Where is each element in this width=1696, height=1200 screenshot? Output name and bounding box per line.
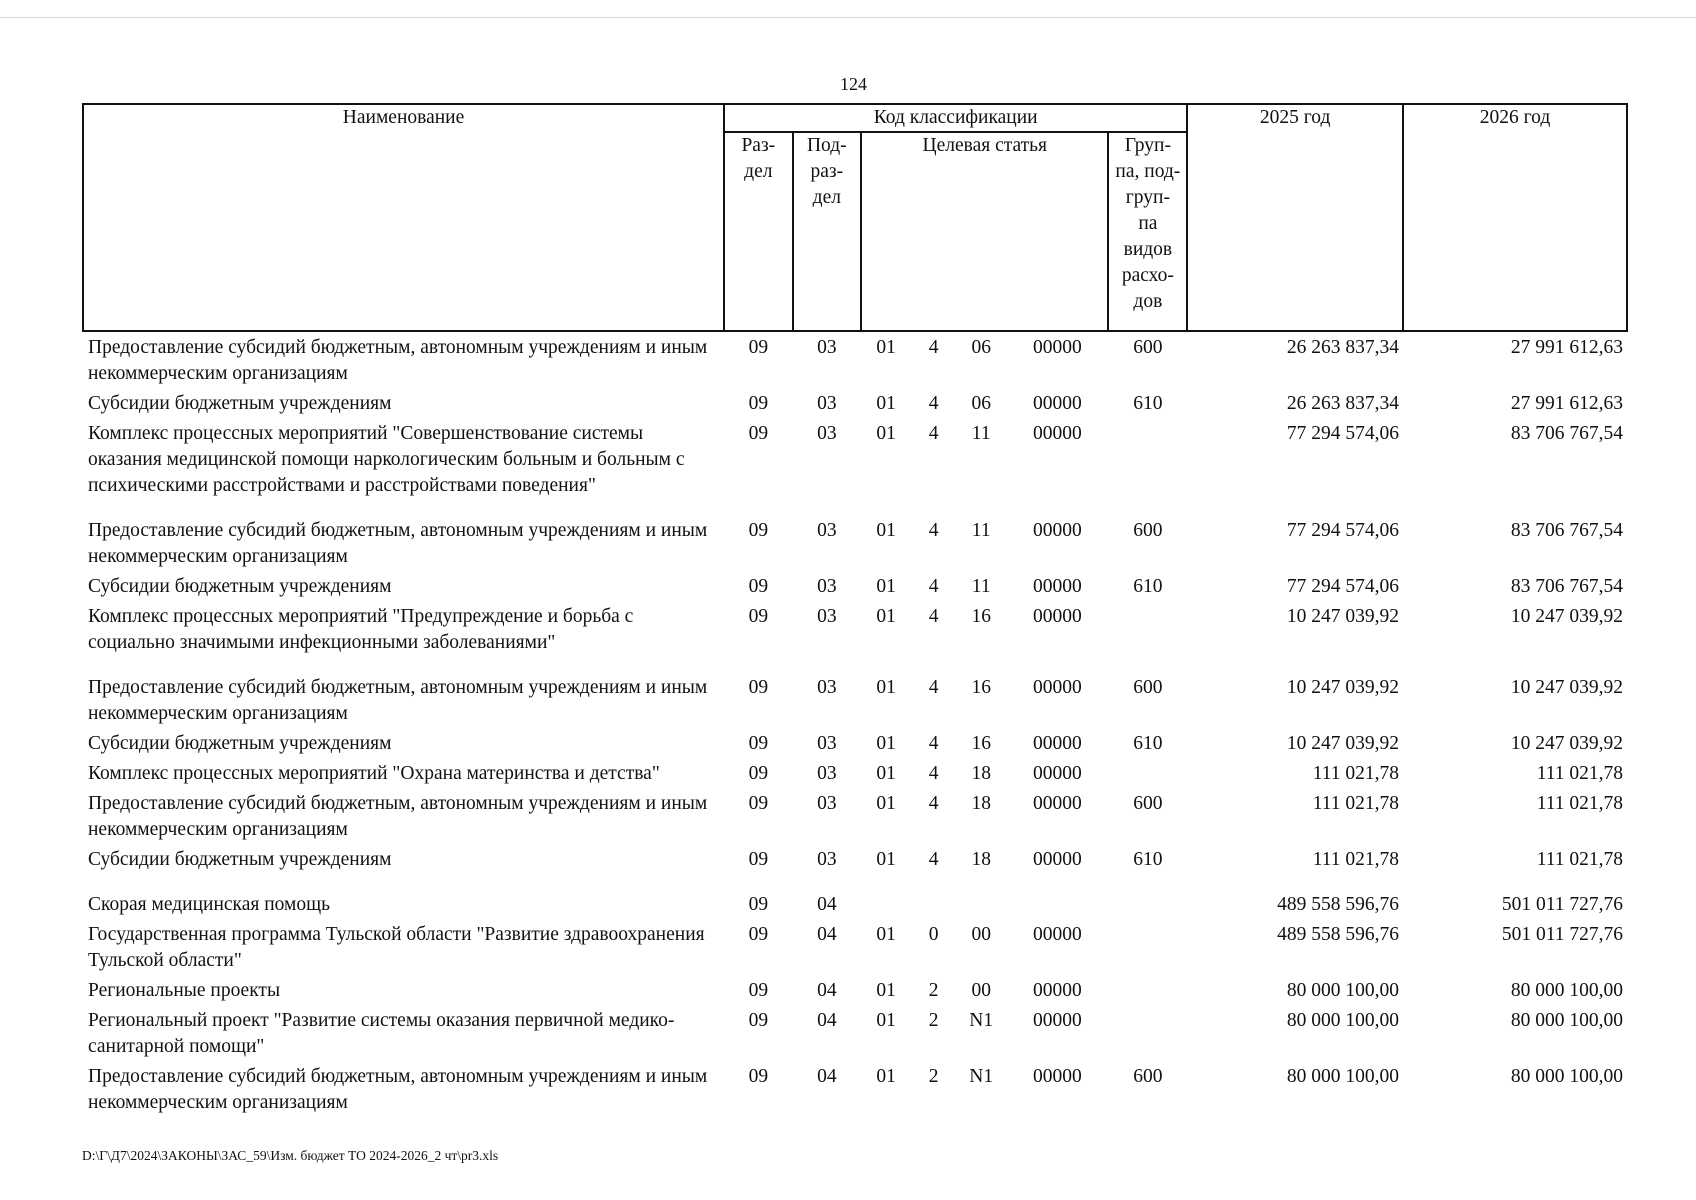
cell-podrazdel: 03 [817, 677, 837, 698]
cell-razdel: 09 [748, 1066, 769, 1087]
cell-target-type: 2 [928, 1010, 939, 1031]
cell-amount-2026: 111 021,78 [1536, 793, 1623, 814]
cell-target-type: 4 [928, 733, 939, 754]
cell-expense-group [1108, 1006, 1187, 1062]
cell-amount-2025: 489 558 596,76 [1277, 894, 1400, 915]
table-row [83, 729, 1627, 759]
cell-target-program: 01 [876, 1066, 896, 1087]
table-row [83, 389, 1627, 419]
cell-target-type: 4 [928, 576, 939, 597]
cell-target-structure: 16 [971, 733, 991, 754]
file-path-footer: D:\Г\Д7\2024\ЗАКОНЫ\ЗАС_59\Изм. бюджет ТО 2024-2026_2 чт\pr3.xls [82, 1148, 499, 1163]
cell-target-type: 4 [928, 337, 939, 358]
cell-expense-group: 610 [1133, 733, 1163, 754]
cell-name: Субсидии бюджетным учреждениям [88, 849, 392, 870]
cell-target-structure: 11 [971, 576, 991, 597]
header-expense-group: Груп- па, под- груп- па видов расхо- дов [1108, 132, 1187, 331]
cell-amount-2026: 111 021,78 [1536, 849, 1623, 870]
cell-target-type [911, 890, 956, 920]
cell-amount-2026: 27 991 612,63 [1510, 393, 1623, 414]
cell-name: Предоставление субсидий бюджетным, автономным учреждениям и иным некоммерческим организациям [88, 337, 708, 384]
cell-razdel: 09 [748, 733, 769, 754]
cell-target-direction: 00000 [1032, 520, 1082, 541]
cell-name: Предоставление субсидий бюджетным, автономным учреждениям и иным некоммерческим организациям [88, 520, 708, 567]
cell-razdel: 09 [748, 423, 769, 444]
cell-target-structure: 06 [971, 337, 991, 358]
cell-amount-2025: 111 021,78 [1312, 763, 1400, 784]
cell-amount-2026: 83 706 767,54 [1510, 520, 1623, 541]
cell-target-program: 01 [876, 337, 896, 358]
cell-amount-2025: 80 000 100,00 [1286, 1010, 1400, 1031]
cell-expense-group: 600 [1133, 793, 1163, 814]
cell-expense-group: 610 [1133, 849, 1163, 870]
cell-razdel: 09 [748, 924, 769, 945]
cell-target-direction: 00000 [1032, 924, 1082, 945]
cell-amount-2025: 26 263 837,34 [1286, 337, 1400, 358]
cell-podrazdel: 03 [817, 793, 837, 814]
cell-amount-2025: 77 294 574,06 [1286, 423, 1400, 444]
cell-amount-2026: 10 247 039,92 [1510, 606, 1623, 627]
cell-target-program: 01 [876, 1010, 896, 1031]
table-row [83, 516, 1627, 572]
cell-expense-group: 600 [1133, 1066, 1163, 1087]
cell-target-program: 01 [876, 677, 896, 698]
cell-name: Комплекс процессных мероприятий "Предупреждение и борьба с социально значимыми инфекционными заболеваниями" [88, 606, 634, 653]
cell-target-type: 4 [928, 520, 939, 541]
cell-name: Предоставление субсидий бюджетным, автономным учреждениям и иным некоммерческим организациям [88, 677, 708, 724]
table-row [83, 890, 1627, 920]
cell-amount-2026: 10 247 039,92 [1510, 733, 1623, 754]
cell-target-direction: 00000 [1032, 793, 1082, 814]
cell-razdel: 09 [748, 393, 769, 414]
cell-name: Скорая медицинская помощь [88, 894, 331, 915]
cell-name: Субсидии бюджетным учреждениям [88, 733, 392, 754]
cell-name: Комплекс процессных мероприятий "Охрана материнства и детства" [88, 763, 660, 784]
cell-target-program: 01 [876, 393, 896, 414]
cell-target-program: 01 [876, 733, 896, 754]
cell-target-structure: 00 [971, 924, 991, 945]
cell-target-program: 01 [876, 980, 896, 1001]
cell-podrazdel: 04 [817, 1066, 837, 1087]
cell-expense-group [1108, 890, 1187, 920]
cell-expense-group: 610 [1133, 393, 1163, 414]
cell-podrazdel: 04 [817, 1010, 837, 1031]
cell-target-direction [1006, 890, 1108, 920]
cell-target-program [861, 890, 911, 920]
cell-target-direction: 00000 [1032, 1010, 1082, 1031]
cell-target-direction: 00000 [1032, 763, 1082, 784]
cell-target-program: 01 [876, 520, 896, 541]
cell-amount-2025: 80 000 100,00 [1286, 1066, 1400, 1087]
cell-amount-2026: 83 706 767,54 [1510, 576, 1623, 597]
cell-podrazdel: 03 [817, 520, 837, 541]
cell-target-type: 2 [928, 1066, 939, 1087]
cell-target-direction: 00000 [1032, 980, 1082, 1001]
cell-razdel: 09 [748, 677, 769, 698]
cell-razdel: 09 [748, 606, 769, 627]
cell-target-structure: 18 [971, 849, 991, 870]
table-row [83, 1006, 1627, 1062]
cell-name: Комплекс процессных мероприятий "Совершенствование системы оказания медицинской помощи наркологическим больным и больным с психическими расстройствами и расстройствами поведения" [88, 423, 685, 496]
table-row [83, 572, 1627, 602]
cell-expense-group [1108, 976, 1187, 1006]
cell-target-direction: 00000 [1032, 1066, 1082, 1087]
cell-razdel: 09 [748, 520, 769, 541]
cell-podrazdel: 03 [817, 337, 837, 358]
cell-target-direction: 00000 [1032, 576, 1082, 597]
table-row [83, 602, 1627, 673]
cell-target-program: 01 [876, 793, 896, 814]
cell-target-program: 01 [876, 763, 896, 784]
cell-target-structure: 18 [971, 763, 991, 784]
cell-podrazdel: 03 [817, 393, 837, 414]
cell-target-structure: N1 [969, 1066, 994, 1087]
cell-target-type: 4 [928, 423, 939, 444]
header-razdel: Раз- дел [724, 132, 793, 331]
cell-target-structure: 16 [971, 677, 991, 698]
budget-table [82, 103, 1628, 1118]
header-podrazdel: Под- раз- дел [793, 132, 862, 331]
cell-name: Региональные проекты [88, 980, 281, 1001]
cell-target-type: 0 [928, 924, 939, 945]
cell-expense-group [1108, 920, 1187, 976]
cell-amount-2025: 26 263 837,34 [1286, 393, 1400, 414]
cell-podrazdel: 03 [817, 733, 837, 754]
table-row [83, 759, 1627, 789]
cell-target-direction: 00000 [1032, 849, 1082, 870]
header-target-article: Целевая статья [861, 132, 1108, 331]
cell-amount-2026: 80 000 100,00 [1510, 1066, 1623, 1087]
cell-target-program: 01 [876, 423, 896, 444]
cell-podrazdel: 03 [817, 763, 837, 784]
cell-podrazdel: 04 [817, 924, 837, 945]
cell-podrazdel: 03 [817, 423, 837, 444]
cell-amount-2026: 83 706 767,54 [1510, 423, 1623, 444]
cell-target-direction: 00000 [1032, 423, 1082, 444]
cell-amount-2026: 10 247 039,92 [1510, 677, 1623, 698]
header-classification: Код классификации [724, 104, 1187, 132]
cell-target-structure: 16 [971, 606, 991, 627]
cell-target-type: 4 [928, 793, 939, 814]
cell-podrazdel: 03 [817, 849, 837, 870]
cell-target-type: 4 [928, 763, 939, 784]
cell-target-program: 01 [876, 576, 896, 597]
cell-amount-2025: 111 021,78 [1312, 793, 1400, 814]
cell-target-type: 2 [928, 980, 939, 1001]
cell-target-structure [956, 890, 1006, 920]
cell-target-type: 4 [928, 677, 939, 698]
header-name: Наименование [83, 104, 724, 331]
cell-amount-2026: 80 000 100,00 [1510, 980, 1623, 1001]
cell-name: Предоставление субсидий бюджетным, автономным учреждениям и иным некоммерческим организациям [88, 1066, 708, 1113]
cell-target-type: 4 [928, 393, 939, 414]
cell-expense-group: 600 [1133, 677, 1163, 698]
cell-amount-2025: 77 294 574,06 [1286, 520, 1400, 541]
cell-target-structure: N1 [969, 1010, 994, 1031]
cell-expense-group [1108, 759, 1187, 789]
cell-amount-2026: 80 000 100,00 [1510, 1010, 1623, 1031]
header-year-2025: 2025 год [1187, 104, 1403, 331]
cell-razdel: 09 [748, 980, 769, 1001]
cell-razdel: 09 [748, 337, 769, 358]
cell-podrazdel: 04 [817, 980, 837, 1001]
table-row [83, 673, 1627, 729]
cell-name: Субсидии бюджетным учреждениям [88, 576, 392, 597]
cell-podrazdel: 04 [817, 894, 837, 915]
top-rule [0, 17, 1696, 18]
cell-expense-group: 610 [1133, 576, 1163, 597]
cell-amount-2025: 77 294 574,06 [1286, 576, 1400, 597]
cell-amount-2026: 501 011 727,76 [1501, 894, 1623, 915]
cell-target-direction: 00000 [1032, 677, 1082, 698]
table-row [83, 976, 1627, 1006]
table-row [83, 789, 1627, 845]
cell-target-structure: 11 [971, 423, 991, 444]
cell-name: Государственная программа Тульской области "Развитие здравоохранения Тульской области" [88, 924, 705, 971]
cell-target-structure: 06 [971, 393, 991, 414]
cell-amount-2025: 489 558 596,76 [1277, 924, 1400, 945]
cell-expense-group [1108, 602, 1187, 673]
page-number: 124 [840, 74, 867, 94]
cell-razdel: 09 [748, 576, 769, 597]
cell-target-type: 4 [928, 606, 939, 627]
cell-target-program: 01 [876, 924, 896, 945]
cell-amount-2025: 10 247 039,92 [1286, 606, 1400, 627]
table-row [83, 845, 1627, 890]
cell-razdel: 09 [748, 849, 769, 870]
cell-target-structure: 00 [971, 980, 991, 1001]
cell-amount-2025: 10 247 039,92 [1286, 677, 1400, 698]
table-row [83, 331, 1627, 389]
cell-name: Предоставление субсидий бюджетным, автономным учреждениям и иным некоммерческим организациям [88, 793, 708, 840]
cell-podrazdel: 03 [817, 606, 837, 627]
cell-target-direction: 00000 [1032, 393, 1082, 414]
header-year-2026: 2026 год [1403, 104, 1627, 331]
cell-name: Субсидии бюджетным учреждениям [88, 393, 392, 414]
cell-target-direction: 00000 [1032, 337, 1082, 358]
cell-amount-2026: 27 991 612,63 [1510, 337, 1623, 358]
cell-razdel: 09 [748, 1010, 769, 1031]
cell-podrazdel: 03 [817, 576, 837, 597]
cell-target-structure: 18 [971, 793, 991, 814]
cell-name: Региональный проект "Развитие системы оказания первичной медико-санитарной помощи" [88, 1010, 675, 1057]
cell-razdel: 09 [748, 763, 769, 784]
table-row [83, 1062, 1627, 1118]
table-body [83, 331, 1627, 1118]
cell-target-program: 01 [876, 606, 896, 627]
cell-expense-group: 600 [1133, 520, 1163, 541]
cell-razdel: 09 [748, 894, 769, 915]
cell-expense-group: 600 [1133, 337, 1163, 358]
cell-target-direction: 00000 [1032, 606, 1082, 627]
table-row [83, 419, 1627, 516]
table-row [83, 920, 1627, 976]
cell-amount-2025: 111 021,78 [1312, 849, 1400, 870]
cell-target-structure: 11 [971, 520, 991, 541]
cell-target-direction: 00000 [1032, 733, 1082, 754]
cell-target-type: 4 [928, 849, 939, 870]
cell-amount-2025: 80 000 100,00 [1286, 980, 1400, 1001]
cell-amount-2025: 10 247 039,92 [1286, 733, 1400, 754]
cell-amount-2026: 501 011 727,76 [1501, 924, 1623, 945]
cell-expense-group [1108, 419, 1187, 516]
cell-target-program: 01 [876, 849, 896, 870]
cell-amount-2026: 111 021,78 [1536, 763, 1623, 784]
cell-razdel: 09 [748, 793, 769, 814]
